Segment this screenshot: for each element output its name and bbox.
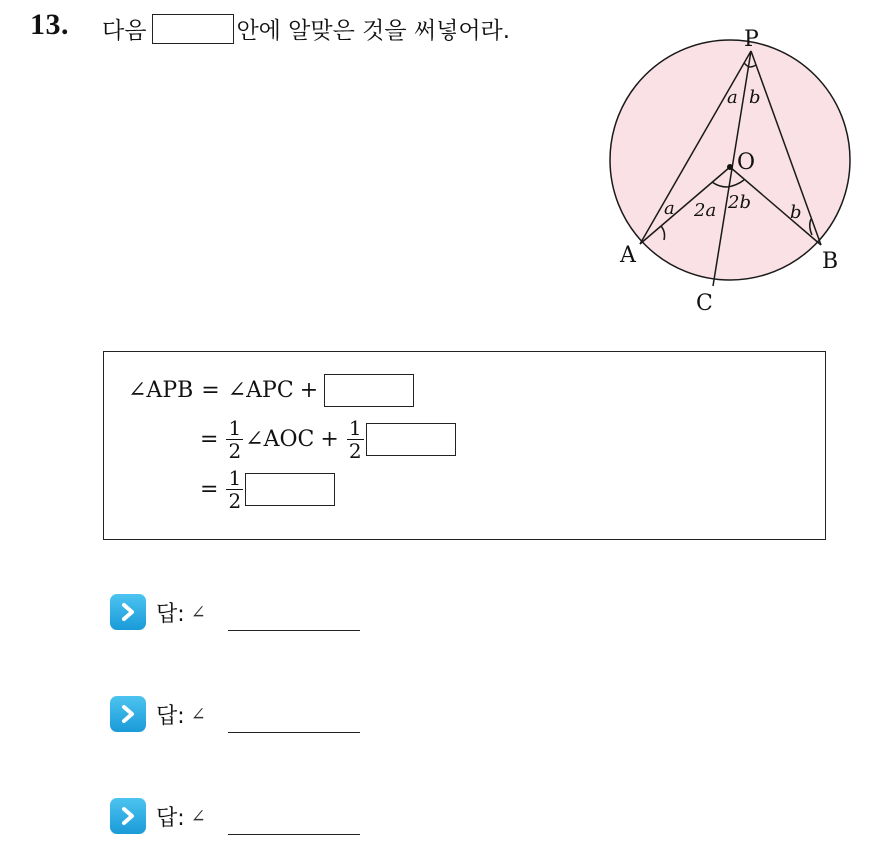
proof-line-3: [200, 468, 335, 511]
answer-input-line[interactable]: [228, 630, 360, 631]
fraction-denominator: 2: [228, 439, 242, 463]
fraction-half: [226, 418, 243, 461]
prompt-text-after: 안에 알맞은 것을 써넣어라.: [236, 18, 511, 44]
fraction-half: [347, 418, 364, 461]
label-b: B: [822, 249, 839, 274]
question-number: 13.: [30, 8, 69, 41]
angle-symbol: ∠: [190, 805, 206, 827]
answer-input-line[interactable]: [228, 834, 360, 835]
answer-label: 답:: [156, 601, 185, 627]
angle-label-a-at-a: a: [664, 198, 675, 219]
equals-sign: =: [200, 427, 219, 452]
proof-line-1: [128, 374, 414, 407]
label-c: C: [696, 291, 713, 316]
chevron-right-icon: [110, 696, 146, 732]
proof-line-2: [200, 418, 456, 461]
equals-sign: =: [200, 477, 219, 502]
prompt-text-before: 다음: [102, 18, 147, 44]
proof-box: [103, 351, 826, 540]
angle-symbol: ∠: [190, 703, 206, 725]
answer-row-1: [110, 594, 206, 630]
angle-label-a-at-p: a: [727, 87, 738, 108]
chevron-right-icon: [110, 798, 146, 834]
label-a: A: [620, 243, 636, 268]
fraction-half: [226, 468, 243, 511]
question-prompt: [102, 12, 510, 45]
angle-label-b-at-b: b: [790, 202, 802, 223]
angle-symbol: ∠: [190, 601, 206, 623]
term-angle-apc: ∠APC: [227, 378, 294, 403]
fraction-numerator: 1: [348, 416, 362, 440]
plus-sign: +: [299, 378, 319, 403]
answer-input-line[interactable]: [228, 732, 360, 733]
answer-row-2: [110, 696, 206, 732]
angle-label-2b-at-o: 2b: [728, 192, 751, 213]
angle-label-b-at-p: b: [749, 87, 761, 108]
equals-sign: =: [201, 378, 220, 403]
chevron-right-icon: [110, 594, 146, 630]
prompt-blank-box: [152, 14, 234, 44]
fraction-denominator: 2: [228, 489, 242, 513]
answer-blank-1[interactable]: [324, 374, 414, 407]
circle-disk: [610, 40, 850, 280]
term-angle-aoc: ∠AOC: [245, 427, 315, 452]
answer-label: 답:: [156, 703, 185, 729]
center-point-o: [727, 164, 733, 170]
label-o: O: [737, 150, 756, 175]
label-p: P: [744, 27, 759, 52]
circle-figure: [600, 22, 860, 322]
fraction-numerator: 1: [228, 416, 242, 440]
lhs-angle-apb: ∠APB: [128, 378, 194, 403]
answer-row-3: [110, 798, 206, 834]
fraction-denominator: 2: [348, 439, 362, 463]
angle-label-2a-at-o: 2a: [694, 200, 717, 221]
answer-blank-3[interactable]: [245, 473, 335, 506]
fraction-numerator: 1: [228, 466, 242, 490]
answer-blank-2[interactable]: [366, 423, 456, 456]
plus-sign: +: [320, 427, 339, 452]
answer-label: 답:: [156, 805, 185, 831]
